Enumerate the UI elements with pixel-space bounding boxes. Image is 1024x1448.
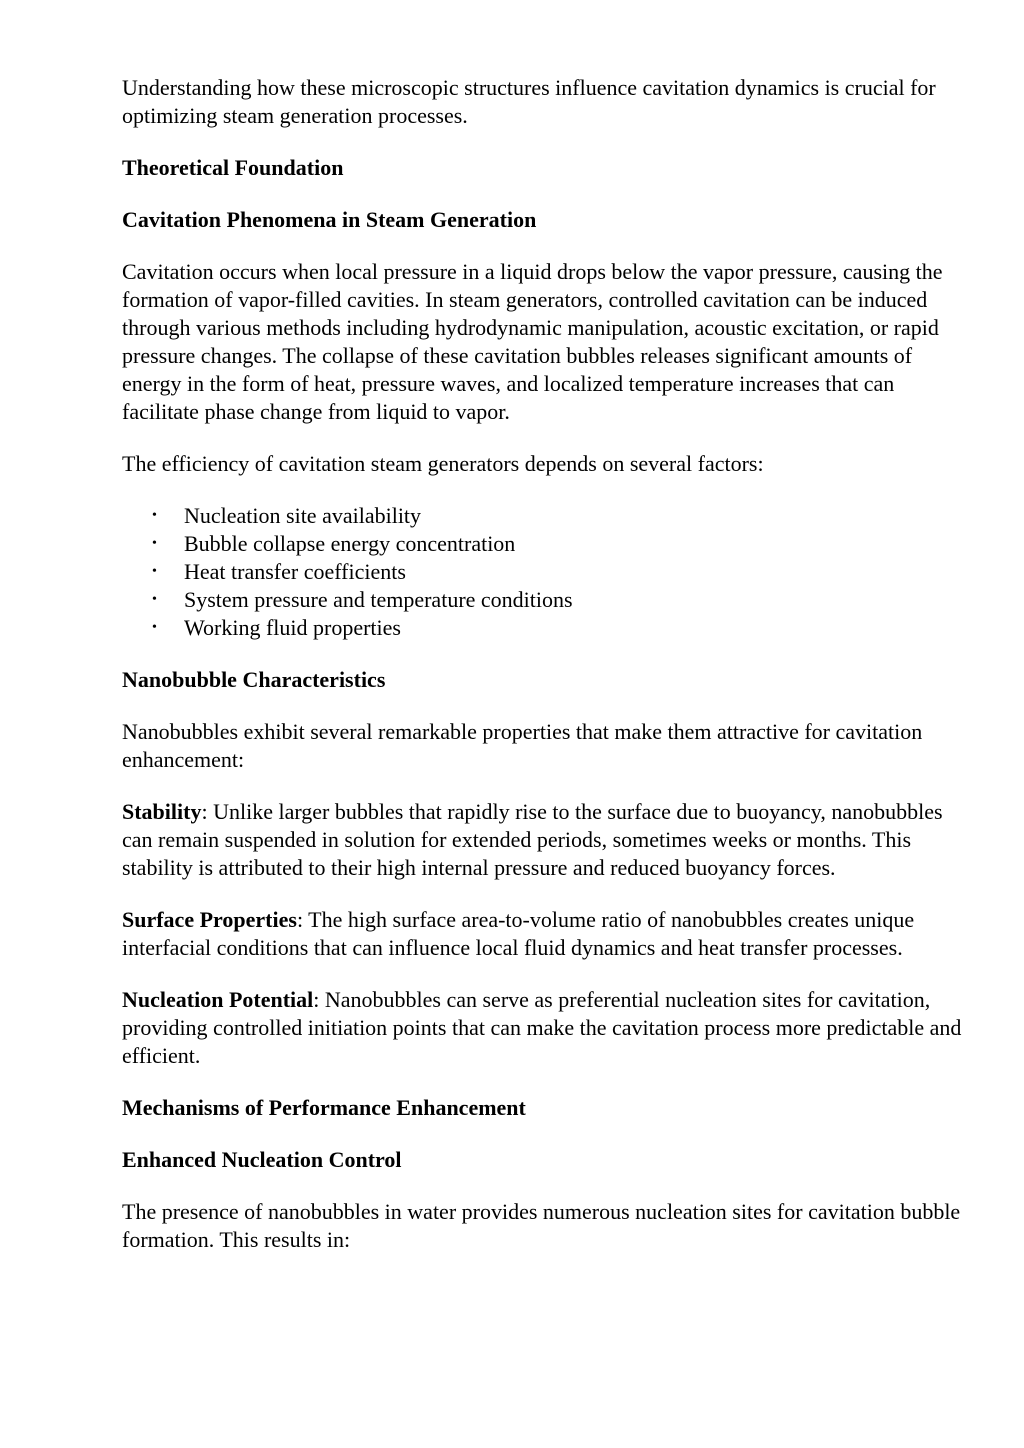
intro-paragraph: Understanding how these microscopic structures influence cavitation dynamics is crucial for optimizing steam generation processes. xyxy=(122,75,936,128)
bullet-icon: • xyxy=(152,564,157,579)
section-heading-theoretical: Theoretical Foundation xyxy=(122,155,344,180)
surface-properties-paragraph: Surface Properties: The high surface area-to-volume ratio of nanobubbles creates unique interfacial conditions that can influence local fluid dynamics and heat transfer processes. xyxy=(122,907,915,960)
list-item: • Working fluid properties xyxy=(152,615,401,640)
list-item: • Nucleation site availability xyxy=(152,503,422,528)
list-item: • System pressure and temperature conditions xyxy=(152,587,573,612)
nucleation-potential-term: Nucleation Potential xyxy=(122,987,314,1012)
section-heading-mechanisms: Mechanisms of Performance Enhancement xyxy=(122,1095,526,1120)
stability-paragraph: Stability: Unlike larger bubbles that rapidly rise to the surface due to buoyancy, nanobubbles can remain suspended in solution for extended periods, sometimes weeks or months. This stability is attributed to their high internal pressure and reduced buoyancy forces. xyxy=(122,799,943,880)
nucleation-control-paragraph: The presence of nanobubbles in water provides numerous nucleation sites for cavitation bubble formation. This results in: xyxy=(122,1199,961,1252)
cavitation-paragraph: Cavitation occurs when local pressure in a liquid drops below the vapor pressure, causing the formation of vapor-filled cavities. In steam generators, controlled cavitation can be induced through various methods including hydrodynamic manipulation, acoustic excitation, or rapid pressure changes. The collapse of these cavitation bubbles releases significant amounts of energy in the form of heat, pressure waves, and localized temperature increases that can facilitate phase change from liquid to vapor. xyxy=(122,259,943,424)
subheading-cavitation: Cavitation Phenomena in Steam Generation xyxy=(122,207,537,232)
nanobubble-paragraph: Nanobubbles exhibit several remarkable properties that make them attractive for cavitation enhancement: xyxy=(122,719,923,772)
list-item: • Bubble collapse energy concentration xyxy=(152,531,516,556)
subheading-nanobubble: Nanobubble Characteristics xyxy=(122,667,386,692)
efficiency-paragraph: The efficiency of cavitation steam generators depends on several factors: xyxy=(122,451,764,476)
document-page xyxy=(122,74,962,1278)
bullet-icon: • xyxy=(152,536,157,551)
factors-list xyxy=(122,502,962,642)
surface-properties-term: Surface Properties xyxy=(122,907,297,932)
stability-term: Stability xyxy=(122,799,202,824)
bullet-icon: • xyxy=(152,592,157,607)
bullet-icon: • xyxy=(152,620,157,635)
list-item: • Heat transfer coefficients xyxy=(152,559,406,584)
nucleation-potential-paragraph: Nucleation Potential: Nanobubbles can serve as preferential nucleation sites for cavitation, providing controlled initiation points that can make the cavitation process more predictable and efficient. xyxy=(122,987,962,1068)
bullet-icon: • xyxy=(152,508,157,523)
subheading-nucleation-control: Enhanced Nucleation Control xyxy=(122,1147,402,1172)
